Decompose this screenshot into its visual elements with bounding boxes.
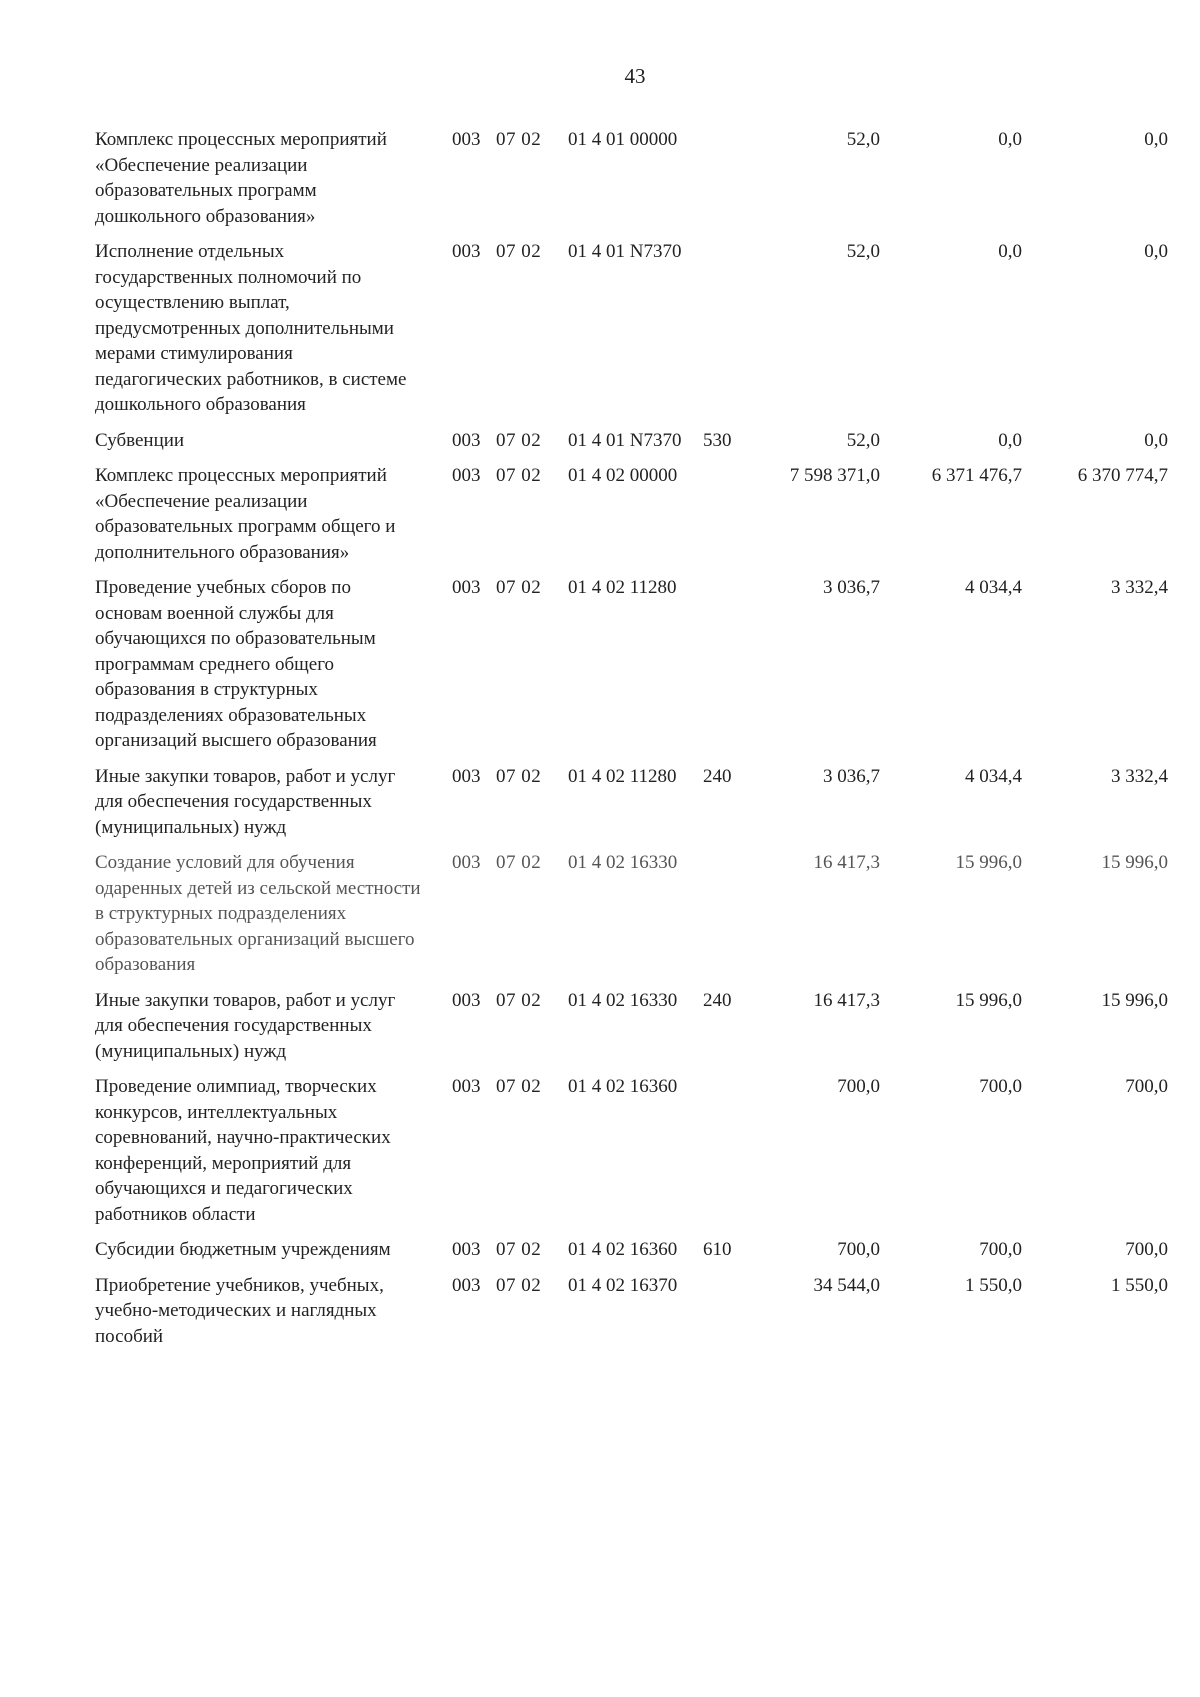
row-target-code: 01 4 01 00000 — [568, 129, 678, 150]
row-name: Комплекс процессных мероприятий «Обеспечение реализации образовательных программ общего и дополнительного образования» — [95, 465, 396, 563]
row-admin-code: 003 — [452, 1076, 481, 1097]
row-amount-year-2: 4 034,4 — [965, 577, 1022, 598]
row-name: Исполнение отдельных государственных полномочий по осуществлению выплат, предусмотренных дополнительными мерами стимулирования педагогических работников, в системе дошкольного образования — [95, 241, 407, 415]
row-expense-type — [695, 1273, 742, 1360]
row-amount-year-1: 52,0 — [846, 429, 880, 451]
row-name: Иные закупки товаров, работ и услуг для обеспечения государственных (муниципальных) нужд — [95, 989, 396, 1062]
row-admin-code: 003 — [452, 241, 481, 262]
row-target-code: 01 4 02 16330 — [568, 852, 678, 873]
row-section-code: 07 02 — [496, 989, 542, 1011]
row-amount-year-1: 700,0 — [837, 1076, 880, 1097]
row-amount-year-2: 700,0 — [979, 1076, 1022, 1097]
row-section-code: 07 02 — [496, 765, 542, 787]
row-amount-year-1: 52,0 — [846, 129, 880, 150]
row-section-code: 07 02 — [496, 129, 542, 150]
row-amount-year-3: 3 332,4 — [1111, 765, 1168, 787]
row-amount-year-2: 0,0 — [998, 129, 1022, 150]
row-section-code: 07 02 — [496, 429, 542, 451]
row-amount-year-3: 15 996,0 — [1101, 989, 1168, 1011]
row-amount-year-3: 3 332,4 — [1111, 577, 1168, 598]
table-row — [95, 850, 1170, 988]
row-admin-code: 003 — [452, 465, 481, 486]
row-section-code: 07 02 — [496, 241, 542, 262]
row-admin-code: 003 — [452, 429, 481, 451]
row-expense-type: 240 — [703, 989, 732, 1011]
row-amount-year-2: 15 996,0 — [955, 989, 1022, 1011]
row-name: Субвенции — [95, 429, 185, 451]
row-section-code: 07 02 — [496, 852, 542, 873]
row-amount-year-3: 700,0 — [1125, 1239, 1168, 1260]
row-name: Создание условий для обучения одаренных детей из сельской местности в структурных подразделениях образовательных организаций высшего образования — [95, 852, 421, 975]
row-admin-code: 003 — [452, 852, 481, 873]
table-row — [95, 1237, 1170, 1273]
table-row — [95, 428, 1170, 464]
row-admin-code: 003 — [452, 129, 481, 150]
row-expense-type — [695, 575, 742, 764]
row-amount-year-1: 16 417,3 — [813, 852, 880, 873]
row-amount-year-3: 0,0 — [1144, 129, 1168, 150]
table-row — [95, 575, 1170, 764]
row-amount-year-1: 52,0 — [846, 241, 880, 262]
row-amount-year-3: 700,0 — [1125, 1076, 1168, 1097]
table-row — [95, 764, 1170, 851]
row-target-code: 01 4 02 11280 — [568, 765, 677, 787]
row-amount-year-2: 0,0 — [998, 429, 1022, 451]
row-admin-code: 003 — [452, 765, 481, 787]
row-amount-year-3: 15 996,0 — [1101, 852, 1168, 873]
row-expense-type: 240 — [703, 765, 732, 787]
row-expense-type — [695, 239, 742, 428]
row-target-code: 01 4 02 11280 — [568, 577, 677, 598]
row-section-code: 07 02 — [496, 1274, 542, 1296]
row-target-code: 01 4 02 16370 — [568, 1274, 678, 1296]
row-admin-code: 003 — [452, 577, 481, 598]
row-amount-year-3: 0,0 — [1144, 241, 1168, 262]
row-amount-year-1: 16 417,3 — [813, 989, 880, 1011]
row-name: Иные закупки товаров, работ и услуг для обеспечения государственных (муниципальных) нужд — [95, 765, 396, 838]
row-amount-year-3: 0,0 — [1144, 429, 1168, 451]
table-row — [95, 239, 1170, 428]
row-amount-year-2: 1 550,0 — [965, 1274, 1022, 1296]
row-expense-type — [695, 1074, 742, 1237]
row-target-code: 01 4 02 16360 — [568, 1239, 678, 1260]
row-admin-code: 003 — [452, 989, 481, 1011]
row-expense-type — [695, 850, 742, 988]
budget-table — [95, 127, 1170, 1359]
row-target-code: 01 4 01 N7370 — [568, 241, 682, 262]
row-section-code: 07 02 — [496, 577, 542, 598]
row-amount-year-2: 6 371 476,7 — [931, 465, 1022, 486]
row-name: Приобретение учебников, учебных, учебно-методических и наглядных пособий — [95, 1274, 384, 1347]
row-amount-year-2: 0,0 — [998, 241, 1022, 262]
table-row — [95, 988, 1170, 1075]
table-row — [95, 1273, 1170, 1360]
row-amount-year-3: 1 550,0 — [1111, 1274, 1168, 1296]
row-name: Проведение олимпиад, творческих конкурсов, интеллектуальных соревнований, научно-практических конференций, мероприятий для обучающихся и педагогических работников области — [95, 1076, 391, 1225]
row-name: Комплекс процессных мероприятий «Обеспечение реализации образовательных программ дошкольного образования» — [95, 129, 387, 227]
row-target-code: 01 4 02 16360 — [568, 1076, 678, 1097]
row-target-code: 01 4 02 00000 — [568, 465, 678, 486]
row-name: Субсидии бюджетным учреждениям — [95, 1239, 391, 1260]
row-expense-type: 610 — [703, 1239, 732, 1260]
row-expense-type: 530 — [703, 429, 732, 451]
row-target-code: 01 4 02 16330 — [568, 989, 678, 1011]
row-amount-year-1: 7 598 371,0 — [789, 465, 880, 486]
row-name: Проведение учебных сборов по основам военной службы для обучающихся по образовательным программам среднего общего образования в структурных подразделениях образовательных организаций высшего образования — [95, 577, 377, 751]
row-expense-type — [695, 463, 742, 575]
row-target-code: 01 4 01 N7370 — [568, 429, 682, 451]
page-number: 43 — [624, 64, 646, 88]
row-amount-year-3: 6 370 774,7 — [1077, 465, 1168, 486]
row-expense-type — [695, 127, 742, 239]
table-row — [95, 1074, 1170, 1237]
row-section-code: 07 02 — [496, 1239, 542, 1260]
row-amount-year-1: 3 036,7 — [823, 765, 880, 787]
row-amount-year-2: 700,0 — [979, 1239, 1022, 1260]
row-admin-code: 003 — [452, 1274, 481, 1296]
table-row — [95, 463, 1170, 575]
row-amount-year-2: 4 034,4 — [965, 765, 1022, 787]
row-admin-code: 003 — [452, 1239, 481, 1260]
table-row — [95, 127, 1170, 239]
row-amount-year-2: 15 996,0 — [955, 852, 1022, 873]
row-amount-year-1: 34 544,0 — [813, 1274, 880, 1296]
row-amount-year-1: 700,0 — [837, 1239, 880, 1260]
row-amount-year-1: 3 036,7 — [823, 577, 880, 598]
row-section-code: 07 02 — [496, 465, 542, 486]
row-section-code: 07 02 — [496, 1076, 542, 1097]
